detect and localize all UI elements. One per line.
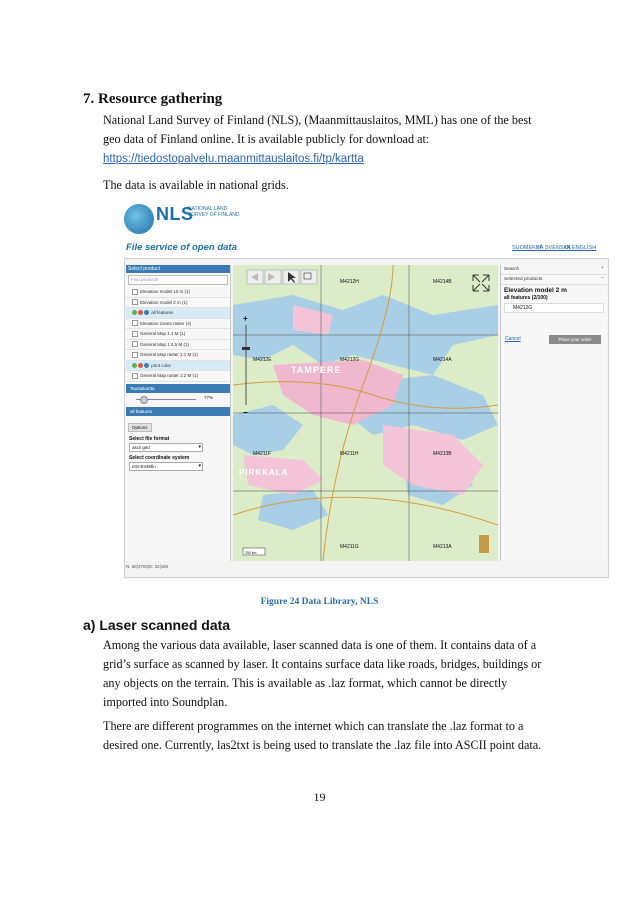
city-label: TAMPERE bbox=[291, 365, 342, 375]
product-item[interactable]: General Map 1:1 M (1) bbox=[126, 329, 230, 340]
figure-caption: Figure 24 Data Library, NLS bbox=[260, 597, 379, 607]
map-label: M4214B bbox=[433, 279, 452, 285]
intro-line-2: geo data of Finland online. It is available publicly for download at: bbox=[103, 132, 430, 146]
slider-knob[interactable] bbox=[140, 396, 148, 404]
svg-text:−: − bbox=[243, 408, 248, 417]
product-subitem[interactable]: print color bbox=[126, 361, 230, 372]
info-icon[interactable] bbox=[144, 310, 149, 315]
options-tab[interactable]: Options bbox=[128, 423, 152, 432]
map-label: M4212H bbox=[340, 279, 359, 285]
lang-link-sv[interactable]: PÅ SVENSKA bbox=[536, 245, 571, 251]
svg-text:+: + bbox=[243, 314, 248, 323]
city-label: PIRKKALA bbox=[239, 468, 289, 477]
product-subitem[interactable]: all features bbox=[126, 308, 230, 319]
search-row[interactable]: Search + bbox=[501, 265, 607, 275]
text-line: imported into Soundplan. bbox=[103, 695, 228, 709]
map-label: M4213A bbox=[433, 544, 452, 550]
map-label: M4214A bbox=[433, 357, 452, 363]
features-count: all features (2/100) bbox=[504, 295, 548, 301]
place-order-button[interactable]: Place your order bbox=[549, 335, 601, 344]
text-line: desired one. Currently, las2txt is being used to translate the .laz file into ASCII point data. bbox=[103, 738, 542, 752]
product-item[interactable]: General Map raster 1:1 M (1) bbox=[126, 350, 230, 361]
product-item[interactable]: Elevation model 2 m (1) bbox=[126, 298, 230, 309]
selected-products-row[interactable]: Selected products − bbox=[501, 275, 607, 285]
coord-system-select[interactable]: etrs-tm35fin ▾ bbox=[129, 462, 203, 471]
text-line: any objects on the terrain. This is available as .laz format, which cannot be directly bbox=[103, 676, 508, 690]
left-panel bbox=[126, 265, 231, 561]
lang-link-fi[interactable]: SUOMEKSI bbox=[512, 245, 542, 251]
scale-label: 250 km bbox=[245, 551, 257, 555]
file-format-label: Select file format bbox=[129, 435, 170, 442]
product-item[interactable]: General Map 1:4,5 M (1) bbox=[126, 340, 230, 351]
product-item[interactable]: General Map raster 1:2 M (1) bbox=[126, 371, 230, 382]
map-label: M4211H bbox=[340, 451, 359, 457]
map-label: M4213B bbox=[433, 451, 452, 457]
features-bar[interactable]: all features bbox=[126, 407, 230, 416]
layer-bar[interactable]: Taustakartta bbox=[126, 384, 230, 393]
laser-paragraph-1 bbox=[103, 636, 573, 712]
remove-icon[interactable] bbox=[138, 363, 143, 368]
expand-icon: + bbox=[601, 266, 604, 271]
service-title: File service of open data bbox=[126, 242, 237, 253]
app-frame bbox=[124, 258, 609, 578]
intro-paragraph bbox=[103, 111, 573, 169]
product-title: Elevation model 2 m bbox=[504, 287, 567, 294]
map-view[interactable] bbox=[233, 265, 498, 561]
map-label: M4212E bbox=[253, 357, 272, 363]
status-bar: N: 68¦4704¦E: 32¦x68 bbox=[126, 564, 169, 569]
collapse-icon: − bbox=[601, 276, 604, 281]
right-panel bbox=[500, 265, 607, 561]
coord-system-label: Select coordinate system bbox=[129, 454, 190, 461]
map-label: M4211G bbox=[340, 544, 359, 550]
pencil-icon[interactable] bbox=[132, 310, 137, 315]
cancel-link[interactable]: Cancel bbox=[505, 336, 521, 342]
info-icon[interactable] bbox=[144, 363, 149, 368]
map-label: M4211F bbox=[253, 451, 271, 457]
opacity-value: 77% bbox=[204, 394, 214, 400]
product-item[interactable]: Elevation zones raster (4) bbox=[126, 319, 230, 330]
text-line: Among the various data available, laser scanned data is one of them. It contains data of a bbox=[103, 638, 537, 652]
tile-code[interactable]: M4212G bbox=[504, 303, 604, 313]
section-heading: 7. Resource gathering bbox=[83, 91, 223, 107]
text-line: grid’s surface as scanned by laser. It contains surface data like roads, bridges, buildings or bbox=[103, 657, 542, 671]
text-line: There are different programmes on the internet which can translate the .laz format to a bbox=[103, 719, 524, 733]
lang-link-en[interactable]: IN ENGLISH bbox=[565, 245, 597, 251]
nls-logo-subtitle: NATIONAL LAND SURVEY OF FINLAND bbox=[188, 206, 240, 218]
file-format-select[interactable]: ascii grid ▾ bbox=[129, 443, 203, 452]
find-products-input[interactable]: Find products bbox=[128, 275, 228, 285]
select-product-header: Select product bbox=[126, 265, 230, 273]
nls-logo-text: NLS bbox=[156, 204, 194, 224]
intro-line-1: National Land Survey of Finland (NLS), (Maanmittauslaitos, MML) has one of the best bbox=[103, 113, 532, 127]
laser-paragraph-2 bbox=[103, 717, 573, 755]
map-label: M4212G bbox=[340, 357, 360, 363]
pencil-icon[interactable] bbox=[132, 363, 137, 368]
nls-logo-icon bbox=[124, 204, 154, 234]
download-link[interactable]: https://tiedostopalvelu.maanmittauslaitos.fi/tp/kartta bbox=[103, 153, 364, 165]
nls-screenshot-figure bbox=[120, 200, 610, 578]
page-number: 19 bbox=[313, 790, 326, 804]
remove-icon[interactable] bbox=[138, 310, 143, 315]
product-item[interactable]: Elevation model 10 m (1) bbox=[126, 287, 230, 298]
opacity-slider[interactable] bbox=[126, 393, 230, 405]
subsection-heading: a) Laser scanned data bbox=[83, 617, 231, 633]
streetview-icon bbox=[479, 535, 489, 553]
grids-paragraph: The data is available in national grids. bbox=[103, 178, 289, 192]
